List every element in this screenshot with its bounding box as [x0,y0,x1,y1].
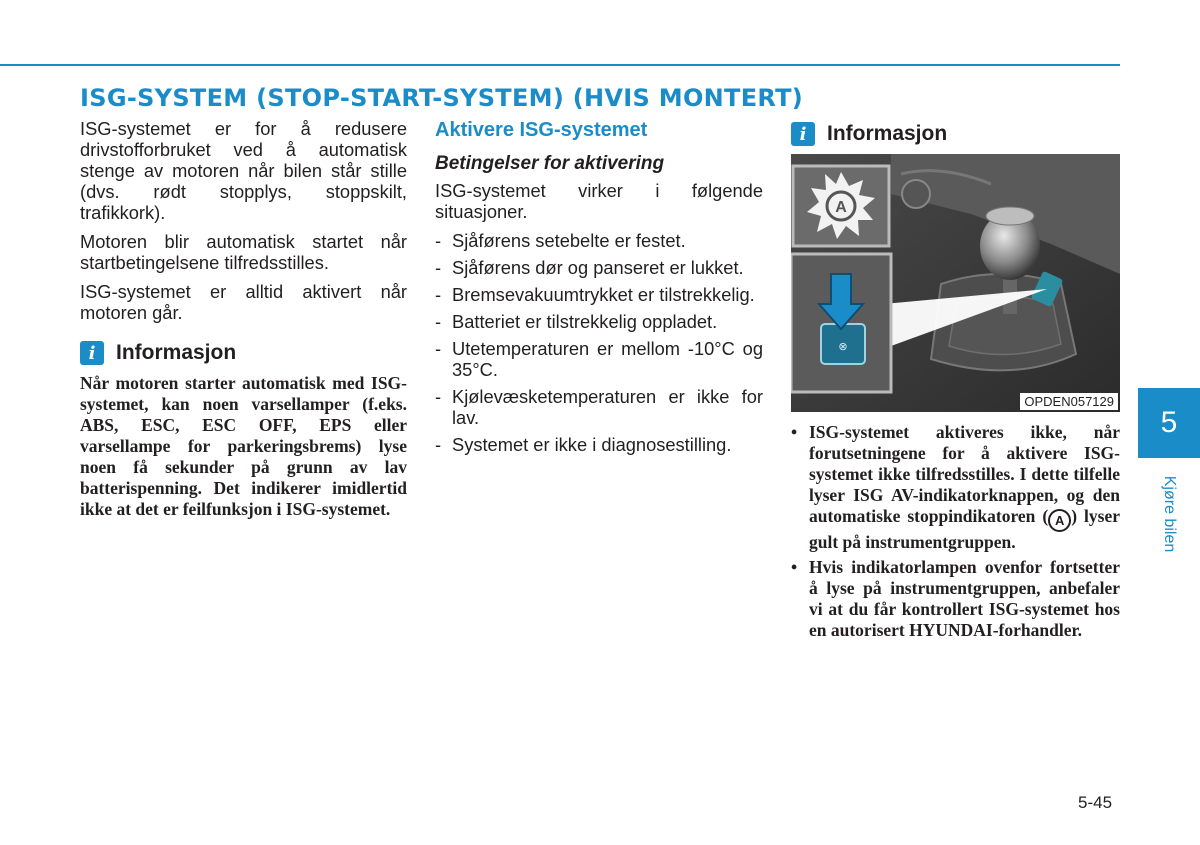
list-item: - Systemet er ikke i diagnosestilling. [435,434,763,455]
column-left [80,118,407,520]
list-item: - Kjølevæsketemperaturen er ikke for lav. [435,386,763,428]
page-number: 5-45 [1078,793,1113,812]
info-icon: i [791,122,815,146]
list-item: - Sjåførens setebelte er festet. [435,230,763,251]
list-item: - Utetemperaturen er mellom -10°C og 35°C. [435,338,763,380]
chapter-name: Kjøre bilen [1161,475,1178,553]
paragraph: ISG-systemet er alltid aktivert når motoren går. [80,281,407,323]
figure-code: OPDEN057129 [1020,393,1118,410]
list-item [791,422,1120,553]
gear-console-illustration [791,154,1120,412]
info-heading [791,122,1120,146]
top-rule [0,64,1120,66]
info-bullets [791,422,1120,641]
info-label: Informasjon [827,122,948,145]
info-icon: i [80,341,104,365]
info-label: Informasjon [116,341,237,364]
bullet-text: ISG-systemet aktiveres ikke, når forutsetningene for å aktivere ISG-systemet ikke tilfredsstilles. I dette tilfelle lyser ISG AV-indikatorknappen, og den automatiske stoppindikatoren ( [809,422,1120,526]
list-item: - Sjåførens dør og panseret er lukket. [435,257,763,278]
list-item: - Batteriet er tilstrekkelig oppladet. [435,311,763,332]
paragraph: Motoren blir automatisk startet når startbetingelsene tilfredsstilles. [80,231,407,273]
svg-text:⊗: ⊗ [838,341,848,353]
column-middle [435,118,763,461]
subsection-heading: Aktivere ISG-systemet [435,119,648,141]
info-heading [80,341,407,365]
list-item: • Hvis indikatorlampen ovenfor fortsetter å lyse på instrumentgruppen, anbefaler vi at du får kontrollert ISG-systemet hos en autorisert HYUNDAI-forhandler. [791,557,1120,641]
column-right [791,118,1120,645]
conditions-list [435,230,763,455]
svg-text:A: A [835,199,847,216]
list-item: - Bremsevakuumtrykket er tilstrekkelig. [435,284,763,305]
subsection-subheading: Betingelser for aktivering [435,153,665,174]
auto-stop-indicator-icon: A [1048,509,1071,532]
chapter-tab: 5 [1138,388,1200,458]
intro-text: ISG-systemet virker i følgende situasjoner. [435,180,763,222]
paragraph: ISG-systemet er for å redusere drivstofforbruket ved å automatisk stenge av motoren når bilen står stille (dvs. rødt stopplys, stoppskilt, trafikkork). [80,118,407,223]
info-text: Når motoren starter automatisk med ISG-systemet, kan noen varsellamper (f.eks. ABS, ESC, ESC OFF, EPS eller varsellampe for parkeringsbrems) lyse noen få sekunder på grunn av lav batterispenning. Det indikerer imidlertid ikke at det er feilfunksjon i ISG-systemet. [80,373,407,519]
isg-button-figure [791,154,1120,412]
section-title: ISG-SYSTEM (STOP-START-SYSTEM) (HVIS MONTERT) [80,84,804,112]
bullet-text: ) lyser gult på instrumentgruppen. [809,506,1120,552]
